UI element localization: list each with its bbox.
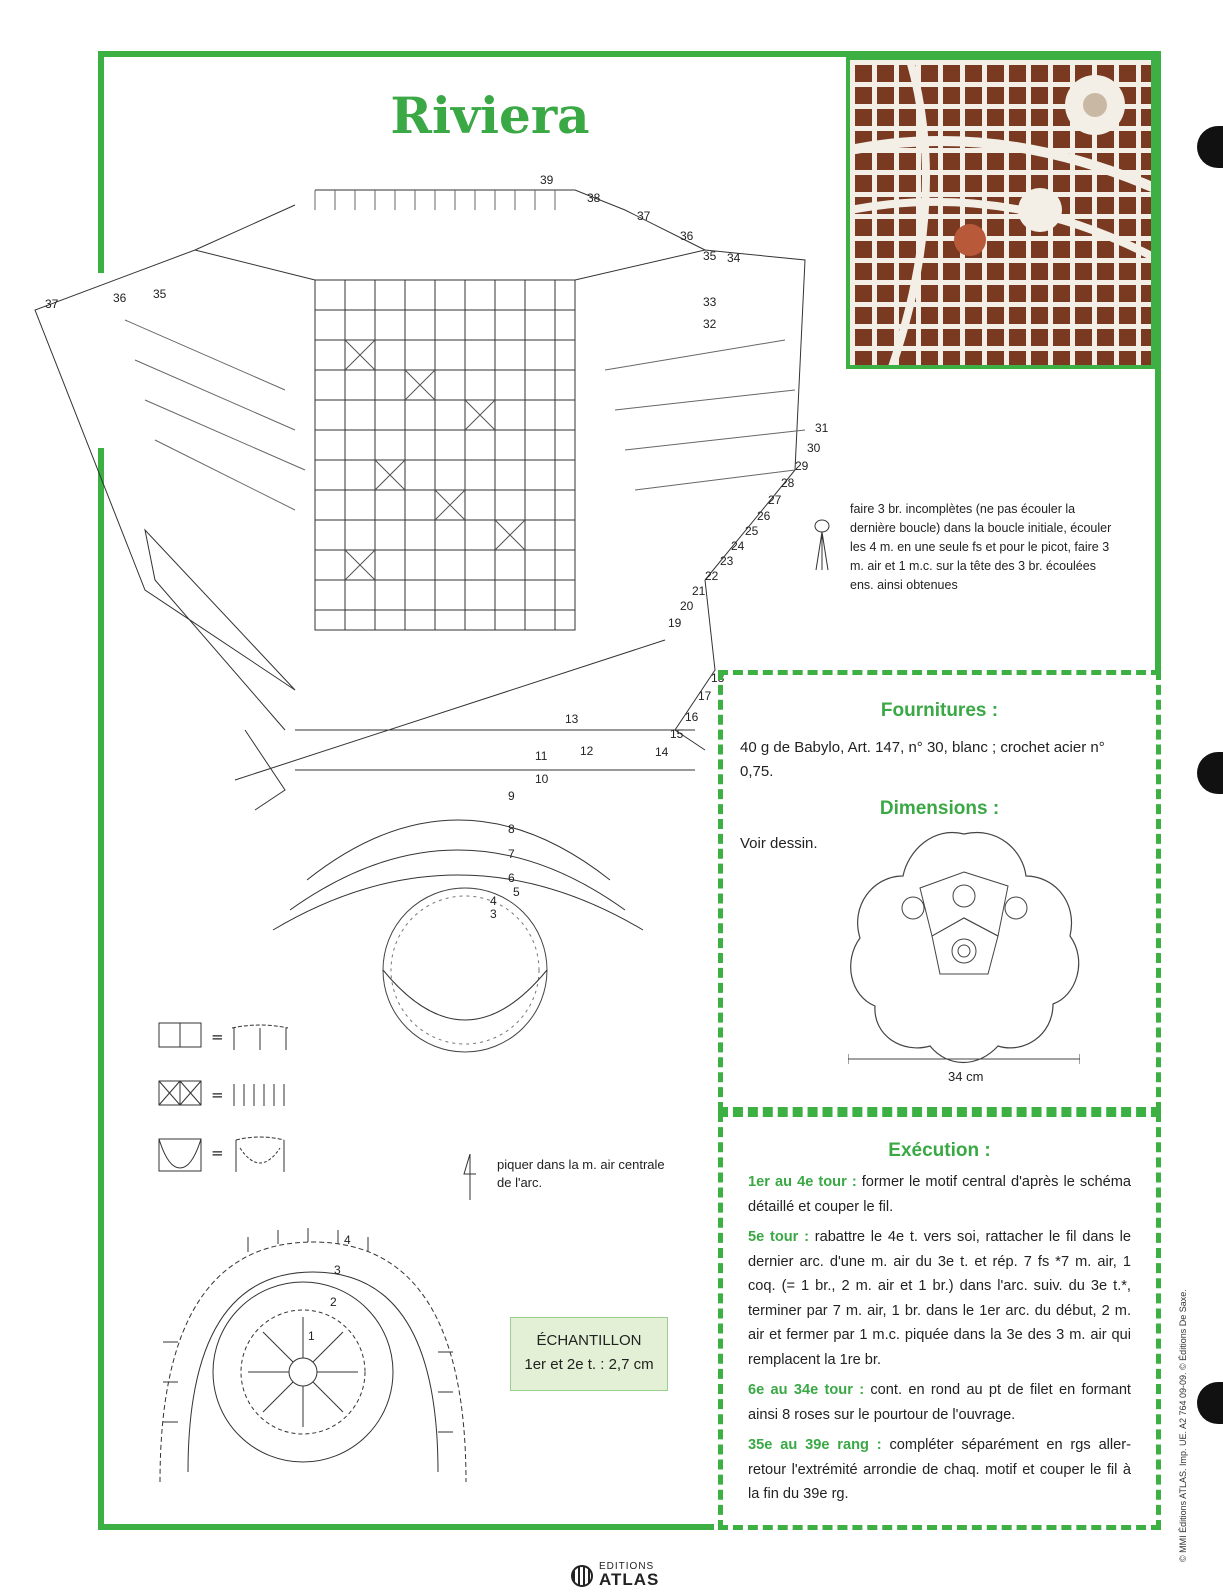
svg-text:21: 21 [692, 584, 706, 598]
open-mesh-stitches-icon [230, 1022, 290, 1052]
legend-arc: = [158, 1138, 298, 1172]
svg-text:11: 11 [535, 749, 548, 763]
binder-hole [1197, 752, 1223, 794]
svg-text:34: 34 [727, 251, 741, 265]
svg-text:13: 13 [565, 712, 579, 726]
binder-hole [1197, 126, 1223, 168]
svg-text:3: 3 [334, 1263, 341, 1277]
globe-icon [571, 1565, 593, 1587]
svg-text:26: 26 [757, 509, 771, 523]
svg-text:30: 30 [807, 441, 821, 455]
svg-text:12: 12 [580, 744, 594, 758]
svg-text:3: 3 [490, 907, 497, 921]
svg-text:35: 35 [153, 287, 167, 301]
gauge-label: ÉCHANTILLON [536, 1332, 642, 1349]
dimensions-heading: Dimensions : [879, 798, 1000, 819]
svg-text:16: 16 [685, 710, 699, 724]
svg-text:35: 35 [703, 249, 717, 263]
svg-text:2: 2 [330, 1295, 337, 1309]
legend-filled-mesh: = [158, 1080, 298, 1114]
open-mesh-symbol-icon [158, 1022, 202, 1048]
svg-text:29: 29 [795, 459, 809, 473]
frame-bottom-border [98, 1524, 714, 1530]
fournitures-heading: Fournitures : [880, 700, 999, 721]
svg-text:37: 37 [637, 209, 651, 223]
execution-step: 6e au 34e tour : cont. en rond au pt de filet en formant ainsi 8 roses sur le pourtour de l'ouvrage. [748, 1382, 1131, 1423]
svg-text:38: 38 [587, 191, 601, 205]
svg-text:36: 36 [680, 229, 694, 243]
svg-text:17: 17 [698, 689, 712, 703]
svg-text:10: 10 [535, 772, 549, 786]
central-motif-diagram [148, 1222, 478, 1502]
svg-text:23: 23 [720, 554, 734, 568]
svg-text:31: 31 [815, 421, 829, 435]
svg-text:15: 15 [670, 727, 684, 741]
page-title: Riviera [390, 86, 590, 145]
gauge-value: 1er et 2e t. : 2,7 cm [524, 1356, 654, 1373]
svg-text:4: 4 [344, 1233, 351, 1247]
svg-text:7: 7 [508, 847, 515, 861]
gauge-sample-box [510, 1317, 668, 1391]
lace-photo [846, 56, 1155, 369]
doily-shape-drawing [848, 826, 1080, 1074]
execution-steps [748, 1170, 1131, 1513]
svg-text:27: 27 [768, 493, 782, 507]
svg-text:28: 28 [781, 476, 795, 490]
svg-text:20: 20 [680, 599, 694, 613]
legend-open-mesh: = [158, 1022, 298, 1056]
svg-text:36: 36 [113, 291, 127, 305]
svg-text:9: 9 [508, 789, 515, 803]
arc-stitches-icon [230, 1134, 290, 1174]
symbol-note-text: faire 3 br. incomplètes (ne pas écouler la dernière boucle) dans la boucle initiale, écouler les 4 m. en une seule fs et pour le picot, faire 3 m. air et 1 m.c. sur la tête des 3 br. écoulées ens. ainsi obtenues [850, 502, 1112, 592]
execution-step: 1er au 4e tour : former le motif central d'après le schéma détaillé et couper le fil. [748, 1174, 1131, 1215]
filled-mesh-symbol-icon [158, 1080, 202, 1106]
svg-text:22: 22 [705, 569, 719, 583]
svg-text:33: 33 [703, 295, 717, 309]
arc-symbol-icon [158, 1138, 202, 1172]
svg-text:24: 24 [731, 539, 745, 553]
execution-step: 35e au 39e rang : compléter séparément en rgs aller-retour l'extrémité arrondie de chaq. motif et couper le fil à la fin du 39e rg. [748, 1437, 1131, 1502]
frame-right-border [1155, 51, 1161, 673]
filled-mesh-stitches-icon [230, 1080, 290, 1110]
editions-atlas-logo: EDITIONS ATLAS [571, 1561, 695, 1589]
svg-text:1: 1 [308, 1329, 315, 1343]
fournitures-text: 40 g de Babylo, Art. 147, n° 30, blanc ; crochet acier n° 0,75. [740, 739, 1105, 780]
svg-text:19: 19 [668, 616, 682, 630]
dimensions-text: Voir dessin. [740, 835, 818, 852]
svg-text:4: 4 [490, 894, 497, 908]
hook-insert-icon [462, 1154, 478, 1200]
binder-hole [1197, 1382, 1223, 1424]
svg-text:32: 32 [703, 317, 717, 331]
svg-text:37: 37 [45, 297, 59, 311]
svg-text:14: 14 [655, 745, 669, 759]
piquer-note: piquer dans la m. air centrale de l'arc. [497, 1157, 665, 1190]
execution-step: 5e tour : rabattre le 4e t. vers soi, rattacher le fil dans le dernier arc. d'une m. air du 3e t. et rép. 7 fs *7 m. air, 1 coq. (= 1 br., 2 m. air et 1 br.) dans l'arc. suiv. du 3e t.*, terminer par 7 m. air, 1 br. dans le 1er arc. du début, 2 m. air et fermer par 1 m.c. piquée dans la 3e des 3 m. air qui remplacent la 1re br. [748, 1229, 1131, 1368]
dimension-measure: 34 cm [944, 1065, 987, 1089]
svg-text:6: 6 [508, 871, 515, 885]
svg-text:39: 39 [540, 173, 554, 187]
picot-symbol-icon [808, 518, 836, 574]
svg-text:25: 25 [745, 524, 759, 538]
copyright-text: © MMI Éditions ATLAS. Imp. UE. A2 764 09-09. © Éditions De Saxe. [1178, 1289, 1188, 1562]
execution-heading: Exécution : [888, 1140, 991, 1161]
svg-text:8: 8 [508, 822, 515, 836]
svg-text:5: 5 [513, 885, 520, 899]
svg-text:18: 18 [711, 671, 725, 685]
